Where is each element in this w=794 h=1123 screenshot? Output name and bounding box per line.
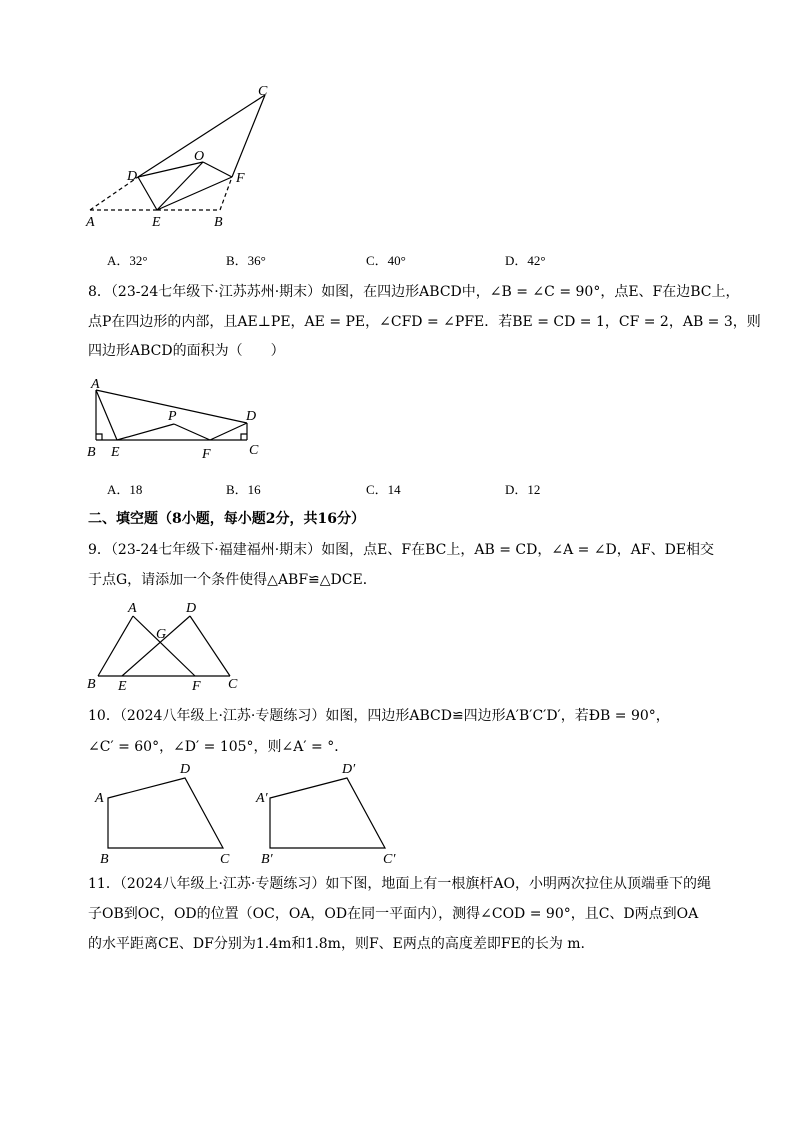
q7-option-a[interactable]: A．32° [107, 253, 148, 268]
q10-text-1: 如图，四边形ABCD≌四边形A′B′C′D′，若ÐB = 90°， [325, 708, 670, 724]
q8-line2: 点P在四边形的内部，且AE⊥PE，AE = PE，∠CFD = ∠PFE．若BE = CD = 1，CF = 2，AB = 3，则 [88, 314, 761, 330]
fig8-label-F: F [202, 447, 211, 462]
q10-line2: ∠C′ = 60°，∠D′ = 105°，则∠A′ = °． [88, 739, 349, 755]
fig7-label-C: C [258, 84, 268, 99]
q10-number: 10． [88, 708, 120, 724]
fig8-label-C: C [249, 443, 259, 458]
q10-line1 [88, 706, 670, 726]
q8-option-d[interactable]: D．12 [505, 482, 541, 497]
q9-source: （23-24七年级下·福建福州·期末） [110, 542, 322, 558]
fig7-label-B: B [214, 215, 223, 230]
q8-option-b[interactable]: B．16 [226, 482, 261, 497]
figure-q8 [85, 370, 275, 462]
fig10-label-D: D [180, 762, 191, 777]
q8-text-1: 如图，在四边形ABCD中，∠B = ∠C = 90°，点E、F在边BC上， [321, 284, 740, 300]
fig10p-label-B: B′ [261, 852, 273, 867]
fig10p-label-D: D′ [342, 762, 356, 777]
fig10-label-B: B [100, 852, 109, 867]
q11-source: （2024八年级上·江苏·专题练习） [119, 876, 326, 892]
fig8-label-E: E [111, 445, 120, 460]
fig9-label-C: C [228, 677, 238, 692]
fig9-label-E: E [118, 679, 127, 694]
q8-line1 [88, 282, 740, 302]
q8-line3: 四边形ABCD的面积为（ ） [88, 343, 285, 359]
q8-source: （23-24七年级下·江苏苏州·期末） [110, 284, 322, 300]
fig10p-label-C: C′ [383, 852, 396, 867]
figure-q10-a1b1c1d1 [252, 760, 412, 870]
q7-option-b[interactable]: B．36° [226, 253, 266, 268]
q11-number: 11． [88, 876, 120, 892]
q10-source: （2024八年级上·江苏·专题练习） [119, 708, 326, 724]
q11-line1 [88, 874, 711, 894]
fig9-label-B: B [87, 677, 96, 692]
fig7-label-A: A [86, 215, 95, 230]
q9-line1 [88, 540, 714, 560]
q8-option-a[interactable]: A．18 [107, 482, 143, 497]
fig9-label-A: A [128, 601, 137, 616]
q9-number: 9． [88, 542, 111, 558]
figure-q7 [80, 80, 300, 240]
fig7-label-O: O [194, 149, 205, 164]
q11-line3: 的水平距离CE、DF分别为1.4m和1.8m，则F、E两点的高度差即FE的长为 m. [88, 936, 585, 952]
q8-option-c[interactable]: C．14 [366, 482, 401, 497]
fig10p-label-A: A′ [256, 791, 268, 806]
q8-number: 8． [88, 284, 111, 300]
q9-line2: 于点G，请添加一个条件使得△ABF≌△DCE． [88, 572, 377, 588]
fig10-label-C: C [220, 852, 230, 867]
q9-text-1: 如图，点E、F在BC上，AB = CD，∠A = ∠D，AF、DE相交 [321, 542, 715, 558]
q7-option-d[interactable]: D．42° [505, 253, 546, 268]
section-fill-in-title: 二、填空题（8小题，每小题2分，共16分） [88, 511, 365, 527]
fig10-label-A: A [95, 791, 104, 806]
fig8-label-D: D [246, 409, 257, 424]
fig9-label-D: D [186, 601, 197, 616]
fig7-label-D: D [127, 169, 138, 184]
fig8-label-P: P [168, 409, 177, 424]
fig8-label-B: B [87, 445, 96, 460]
fig8-label-A: A [91, 377, 100, 392]
q7-option-c[interactable]: C．40° [366, 253, 406, 268]
figure-q9 [85, 598, 245, 693]
fig9-label-F: F [192, 679, 201, 694]
q11-text-1: 如下图，地面上有一根旗杆AO，小明两次拉住从顶端垂下的绳 [325, 876, 711, 892]
q11-line2: 子OB到OC，OD的位置（OC，OA，OD在同一平面内），测得∠COD = 90°，且C、D两点到OA [88, 906, 699, 922]
figure-q10-abcd [90, 760, 240, 870]
fig9-label-G: G [156, 627, 167, 642]
fig7-label-E: E [152, 215, 161, 230]
fig7-label-F: F [236, 171, 245, 186]
